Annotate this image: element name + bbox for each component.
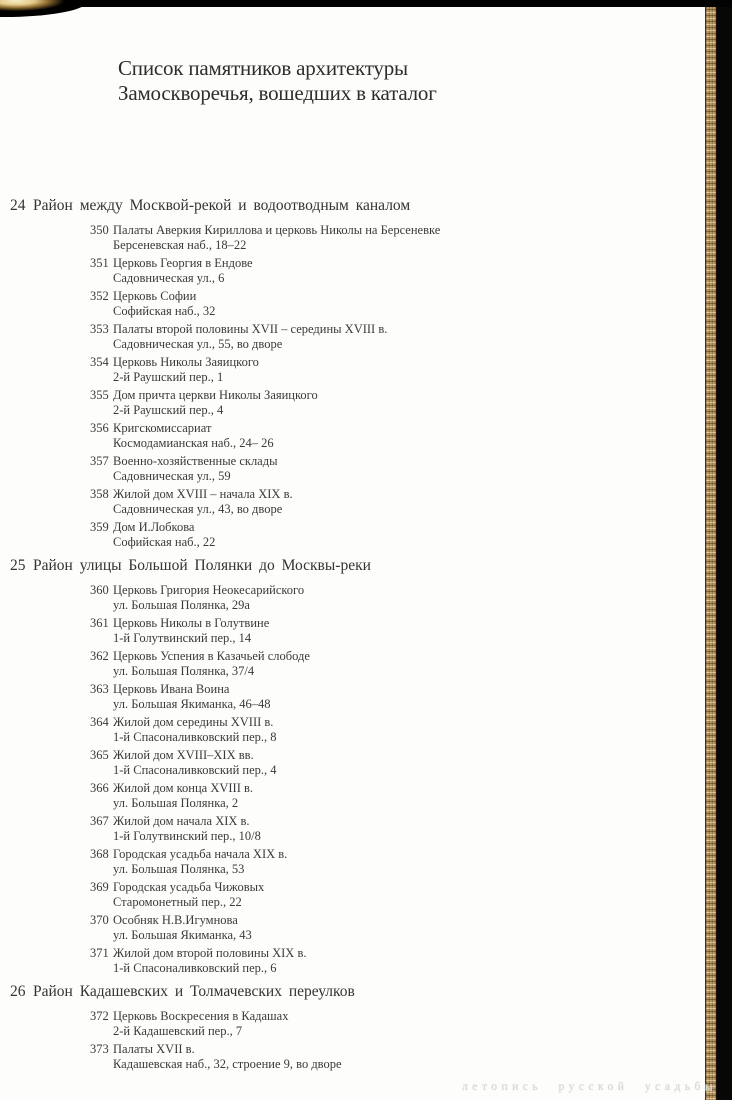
catalog-entry (90, 781, 700, 811)
entry-address: Садовническая ул., 43, во дворе (113, 502, 283, 516)
entry-name: Военно-хозяйственные склады (113, 454, 278, 468)
entry-number: 362 (90, 649, 109, 663)
entry-number: 367 (90, 814, 109, 828)
entry-name: Палаты Аверкия Кириллова и церковь Николы на Берсеневке (113, 223, 441, 237)
entry-name: Жилой дом XVIII–XIX вв. (113, 748, 254, 762)
entry-name: Палаты XVII в. (113, 1042, 195, 1056)
entry-address: 1-й Спасоналивковский пер., 4 (113, 763, 277, 777)
entry-text (113, 946, 307, 976)
entry-number: 366 (90, 781, 109, 795)
district-section (0, 557, 700, 976)
entry-address: ул. Большая Полянка, 2 (113, 796, 239, 810)
catalog-entry (90, 649, 700, 679)
entry-number: 352 (90, 289, 109, 303)
entry-address: Кадашевская наб., 32, строение 9, во дворе (113, 1057, 342, 1071)
entry-number: 356 (90, 421, 109, 435)
entry-name: Особняк Н.В.Игумнова (113, 913, 238, 927)
entry-number: 368 (90, 847, 109, 861)
entry-text (113, 487, 293, 517)
catalog-entry (90, 520, 700, 550)
entry-address: 2-й Раушский пер., 4 (113, 403, 224, 417)
catalog-entry (90, 946, 700, 976)
entry-address: 2-й Кадашевский пер., 7 (113, 1024, 243, 1038)
entry-text (113, 454, 277, 484)
catalog-entry (90, 454, 700, 484)
entry-name: Жилой дом середины XVIII в. (113, 715, 274, 729)
entry-address: ул. Большая Якиманка, 43 (113, 928, 252, 942)
entry-address: Космодамианская наб., 24– 26 (113, 436, 274, 450)
catalog-entry (90, 487, 700, 517)
entry-address: Старомонетный пер., 22 (113, 895, 242, 909)
entry-number: 354 (90, 355, 109, 369)
page-title-line2: Замоскворечья, вошедших в каталог (118, 81, 437, 105)
entry-name: Палаты второй половины XVII – середины XVIII в. (113, 322, 388, 336)
catalog-entry (90, 1009, 700, 1039)
entry-text (113, 649, 310, 679)
catalog-entry (90, 616, 700, 646)
entry-name: Церковь Григория Неокесарийского (113, 583, 305, 597)
entry-text (113, 1009, 288, 1039)
entry-address: 1-й Голутвинский пер., 14 (113, 631, 252, 645)
catalog-entry (90, 715, 700, 745)
district-section (0, 983, 700, 1072)
district-entries (90, 223, 700, 550)
entry-text (113, 847, 287, 877)
page-title-line1: Список памятников архитектуры (118, 56, 408, 80)
entry-name: Жилой дом второй половины XIX в. (113, 946, 307, 960)
entry-number: 361 (90, 616, 109, 630)
entry-number: 355 (90, 388, 109, 402)
entry-text (113, 781, 253, 811)
catalog-entry (90, 847, 700, 877)
entry-text (113, 421, 274, 451)
entry-number: 373 (90, 1042, 109, 1056)
entry-name: Церковь Георгия в Ендове (113, 256, 253, 270)
entry-address: Садовническая ул., 55, во дворе (113, 337, 283, 351)
entry-address: Садовническая ул., 6 (113, 271, 225, 285)
monument-list (0, 197, 700, 1079)
entry-address: ул. Большая Полянка, 29а (113, 598, 250, 612)
entry-address: 1-й Спасоналивковский пер., 6 (113, 961, 277, 975)
entry-name: Церковь Николы Заяицкого (113, 355, 259, 369)
entry-text (113, 616, 269, 646)
page-title (118, 56, 437, 106)
entry-text (113, 289, 215, 319)
catalog-entry (90, 913, 700, 943)
entry-text (113, 715, 277, 745)
entry-address: ул. Большая Полянка, 53 (113, 862, 245, 876)
district-title: Район между Москвой-рекой и водоотводным каналом (33, 197, 411, 214)
entry-text (113, 913, 252, 943)
catalog-entry (90, 748, 700, 778)
entry-number: 369 (90, 880, 109, 894)
entry-text (113, 814, 261, 844)
entry-text (113, 880, 264, 910)
entry-address: 1-й Голутвинский пер., 10/8 (113, 829, 261, 843)
entry-number: 357 (90, 454, 109, 468)
entry-address: Берсеневская наб., 18–22 (113, 238, 247, 252)
entry-number: 350 (90, 223, 109, 237)
entry-number: 372 (90, 1009, 109, 1023)
book-cloth-edge (705, 0, 717, 1100)
entry-address: Садовническая ул., 59 (113, 469, 231, 483)
entry-address: ул. Большая Полянка, 37/4 (113, 664, 255, 678)
entry-name: Городская усадьба начала XIX в. (113, 847, 288, 861)
entry-text (113, 256, 253, 286)
catalog-entry (90, 223, 700, 253)
entry-address: Софийская наб., 32 (113, 304, 216, 318)
catalog-entry (90, 421, 700, 451)
entry-text (113, 583, 304, 613)
entry-name: Церковь Успения в Казачьей слободе (113, 649, 310, 663)
district-title: Район улицы Большой Полянки до Москвы-реки (33, 557, 371, 574)
entry-name: Кригскомиссариат (113, 421, 212, 435)
publisher-watermark: летопись русской усадьбы (462, 1081, 718, 1093)
entry-text (113, 682, 271, 712)
entry-name: Церковь Ивана Воина (113, 682, 230, 696)
district-number: 24 (10, 197, 26, 214)
entry-number: 365 (90, 748, 109, 762)
entry-text (113, 388, 318, 418)
entry-number: 363 (90, 682, 109, 696)
catalog-entry (90, 583, 700, 613)
entry-name: Церковь Софии (113, 289, 197, 303)
entry-address: 1-й Спасоналивковский пер., 8 (113, 730, 277, 744)
entry-number: 351 (90, 256, 109, 270)
entry-address: ул. Большая Якиманка, 46–48 (113, 697, 271, 711)
entry-text (113, 355, 259, 385)
catalog-entry (90, 388, 700, 418)
entry-text (113, 748, 277, 778)
entry-name: Жилой дом конца XVIII в. (113, 781, 254, 795)
entry-number: 359 (90, 520, 109, 534)
entry-name: Дом И.Лобкова (113, 520, 195, 534)
catalog-entry (90, 682, 700, 712)
entry-text (113, 223, 440, 253)
catalog-entry (90, 814, 700, 844)
catalog-entry (90, 289, 700, 319)
district-header (0, 557, 700, 575)
catalog-entry (90, 322, 700, 352)
entry-address: Софийская наб., 22 (113, 535, 216, 549)
catalog-entry (90, 1042, 700, 1072)
entry-name: Жилой дом XVIII – начала XIX в. (113, 487, 293, 501)
district-number: 26 (10, 983, 26, 1000)
district-header (0, 197, 700, 215)
entry-name: Городская усадьба Чижовых (113, 880, 265, 894)
entry-number: 364 (90, 715, 109, 729)
entry-text (113, 322, 387, 352)
district-entries (90, 583, 700, 976)
entry-number: 371 (90, 946, 109, 960)
entry-name: Жилой дом начала XIX в. (113, 814, 250, 828)
entry-text (113, 1042, 342, 1072)
entry-name: Церковь Воскресения в Кадашах (113, 1009, 289, 1023)
entry-address: 2-й Раушский пер., 1 (113, 370, 224, 384)
district-number: 25 (10, 557, 26, 574)
entry-name: Церковь Николы в Голутвине (113, 616, 270, 630)
district-section (0, 197, 700, 550)
district-entries (90, 1009, 700, 1072)
catalog-entry (90, 355, 700, 385)
entry-number: 358 (90, 487, 109, 501)
entry-text (113, 520, 215, 550)
district-title: Район Кадашевских и Толмачевских переулков (33, 983, 355, 1000)
catalog-entry (90, 256, 700, 286)
photo-background-strip (0, 0, 732, 7)
entry-number: 370 (90, 913, 109, 927)
entry-name: Дом причта церкви Николы Заяицкого (113, 388, 318, 402)
catalog-entry (90, 880, 700, 910)
entry-number: 353 (90, 322, 109, 336)
entry-number: 360 (90, 583, 109, 597)
district-header (0, 983, 700, 1001)
